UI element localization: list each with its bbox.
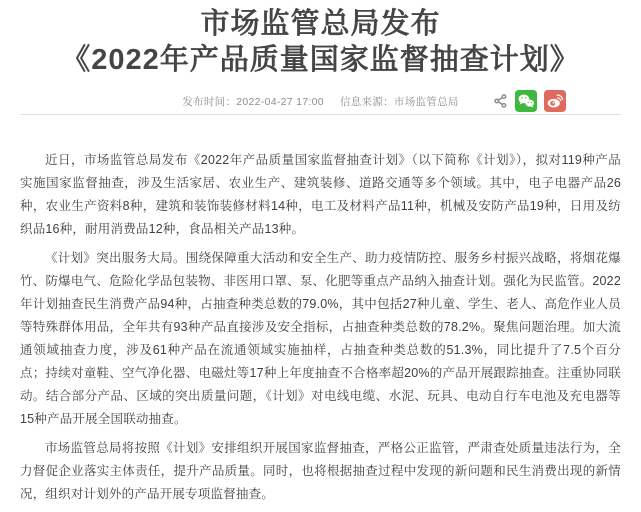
article-meta (182, 94, 459, 109)
share-button[interactable] (493, 93, 508, 109)
page-title-line-1: 市场监管总局发布 (200, 8, 441, 40)
article-header (20, 6, 621, 115)
wechat-share-button[interactable] (515, 90, 537, 112)
weibo-share-button[interactable] (544, 90, 566, 112)
article-paragraph: 近日，市场监管总局发布《2022年产品质量国家监督抽查计划》（以下简称《计划》），拟对119种产品实施国家监督抽查，涉及生活家居、农业生产、建筑装修、道路交通等多个领域。其中，电子电器产品26种，农业生产资料8种，建筑和装饰装修材料14种，电工及材料产品11种，机械及安防产品19种，日用及纺织品16种，耐用消费品12种，食品相关产品13种。 (20, 153, 621, 236)
meta-row (20, 90, 621, 112)
article-body (20, 149, 621, 506)
share-toolbar (493, 90, 566, 112)
header-divider (20, 114, 621, 115)
weibo-icon (544, 90, 566, 112)
publish-time: 发布时间：2022-04-27 17:00 (182, 95, 324, 108)
info-source: 信息来源：市场监管总局 (339, 95, 459, 108)
page-title (20, 6, 621, 78)
page-title-line-2: 《2022年产品质量国家监督抽查计划》 (61, 44, 580, 76)
article-paragraph: 《计划》突出服务大局。围绕保障重大活动和安全生产、助力疫情防控、服务乡村振兴战略，将烟花爆竹、防爆电气、危险化学品包装物、非医用口罩、泵、化肥等重点产品纳入抽查计划。强化为民监管。2022年计划抽查民生消费产品94种，占抽查种类总数的79.0%，其中包括27种儿童、学生、老人、高危作业人员等特殊群体用品，全年共有93种产品直接涉及安全指标，占抽查种类总数的78.2%。聚焦问题治理。加大流通领域抽查力度，涉及61种产品在流通领域实施抽样，占抽查种类总数的51.3%，同比提升了7.5个百分点；持续对童鞋、空气净化器、电磁灶等17种上年度抽查不合格率超20%的产品开展跟踪抽查。注重协同联动。结合部分产品、区域的突出质量问题，《计划》对电线电缆、水泥、玩具、电动自行车电池及充电器等15种产品开展全国联动抽查。 (20, 251, 621, 426)
article-page (0, 6, 641, 506)
article-paragraph: 市场监管总局将按照《计划》安排组织开展国家监督抽查，严格公正监管，严肃查处质量违法行为，全力督促企业落实主体责任，提升产品质量。同时，也将根据抽查过程中发现的新问题和民生消费出现的新情况，组织对计划外的产品开展专项监督抽查。 (20, 441, 621, 501)
share-nodes-icon (493, 93, 508, 109)
wechat-icon (515, 90, 537, 112)
